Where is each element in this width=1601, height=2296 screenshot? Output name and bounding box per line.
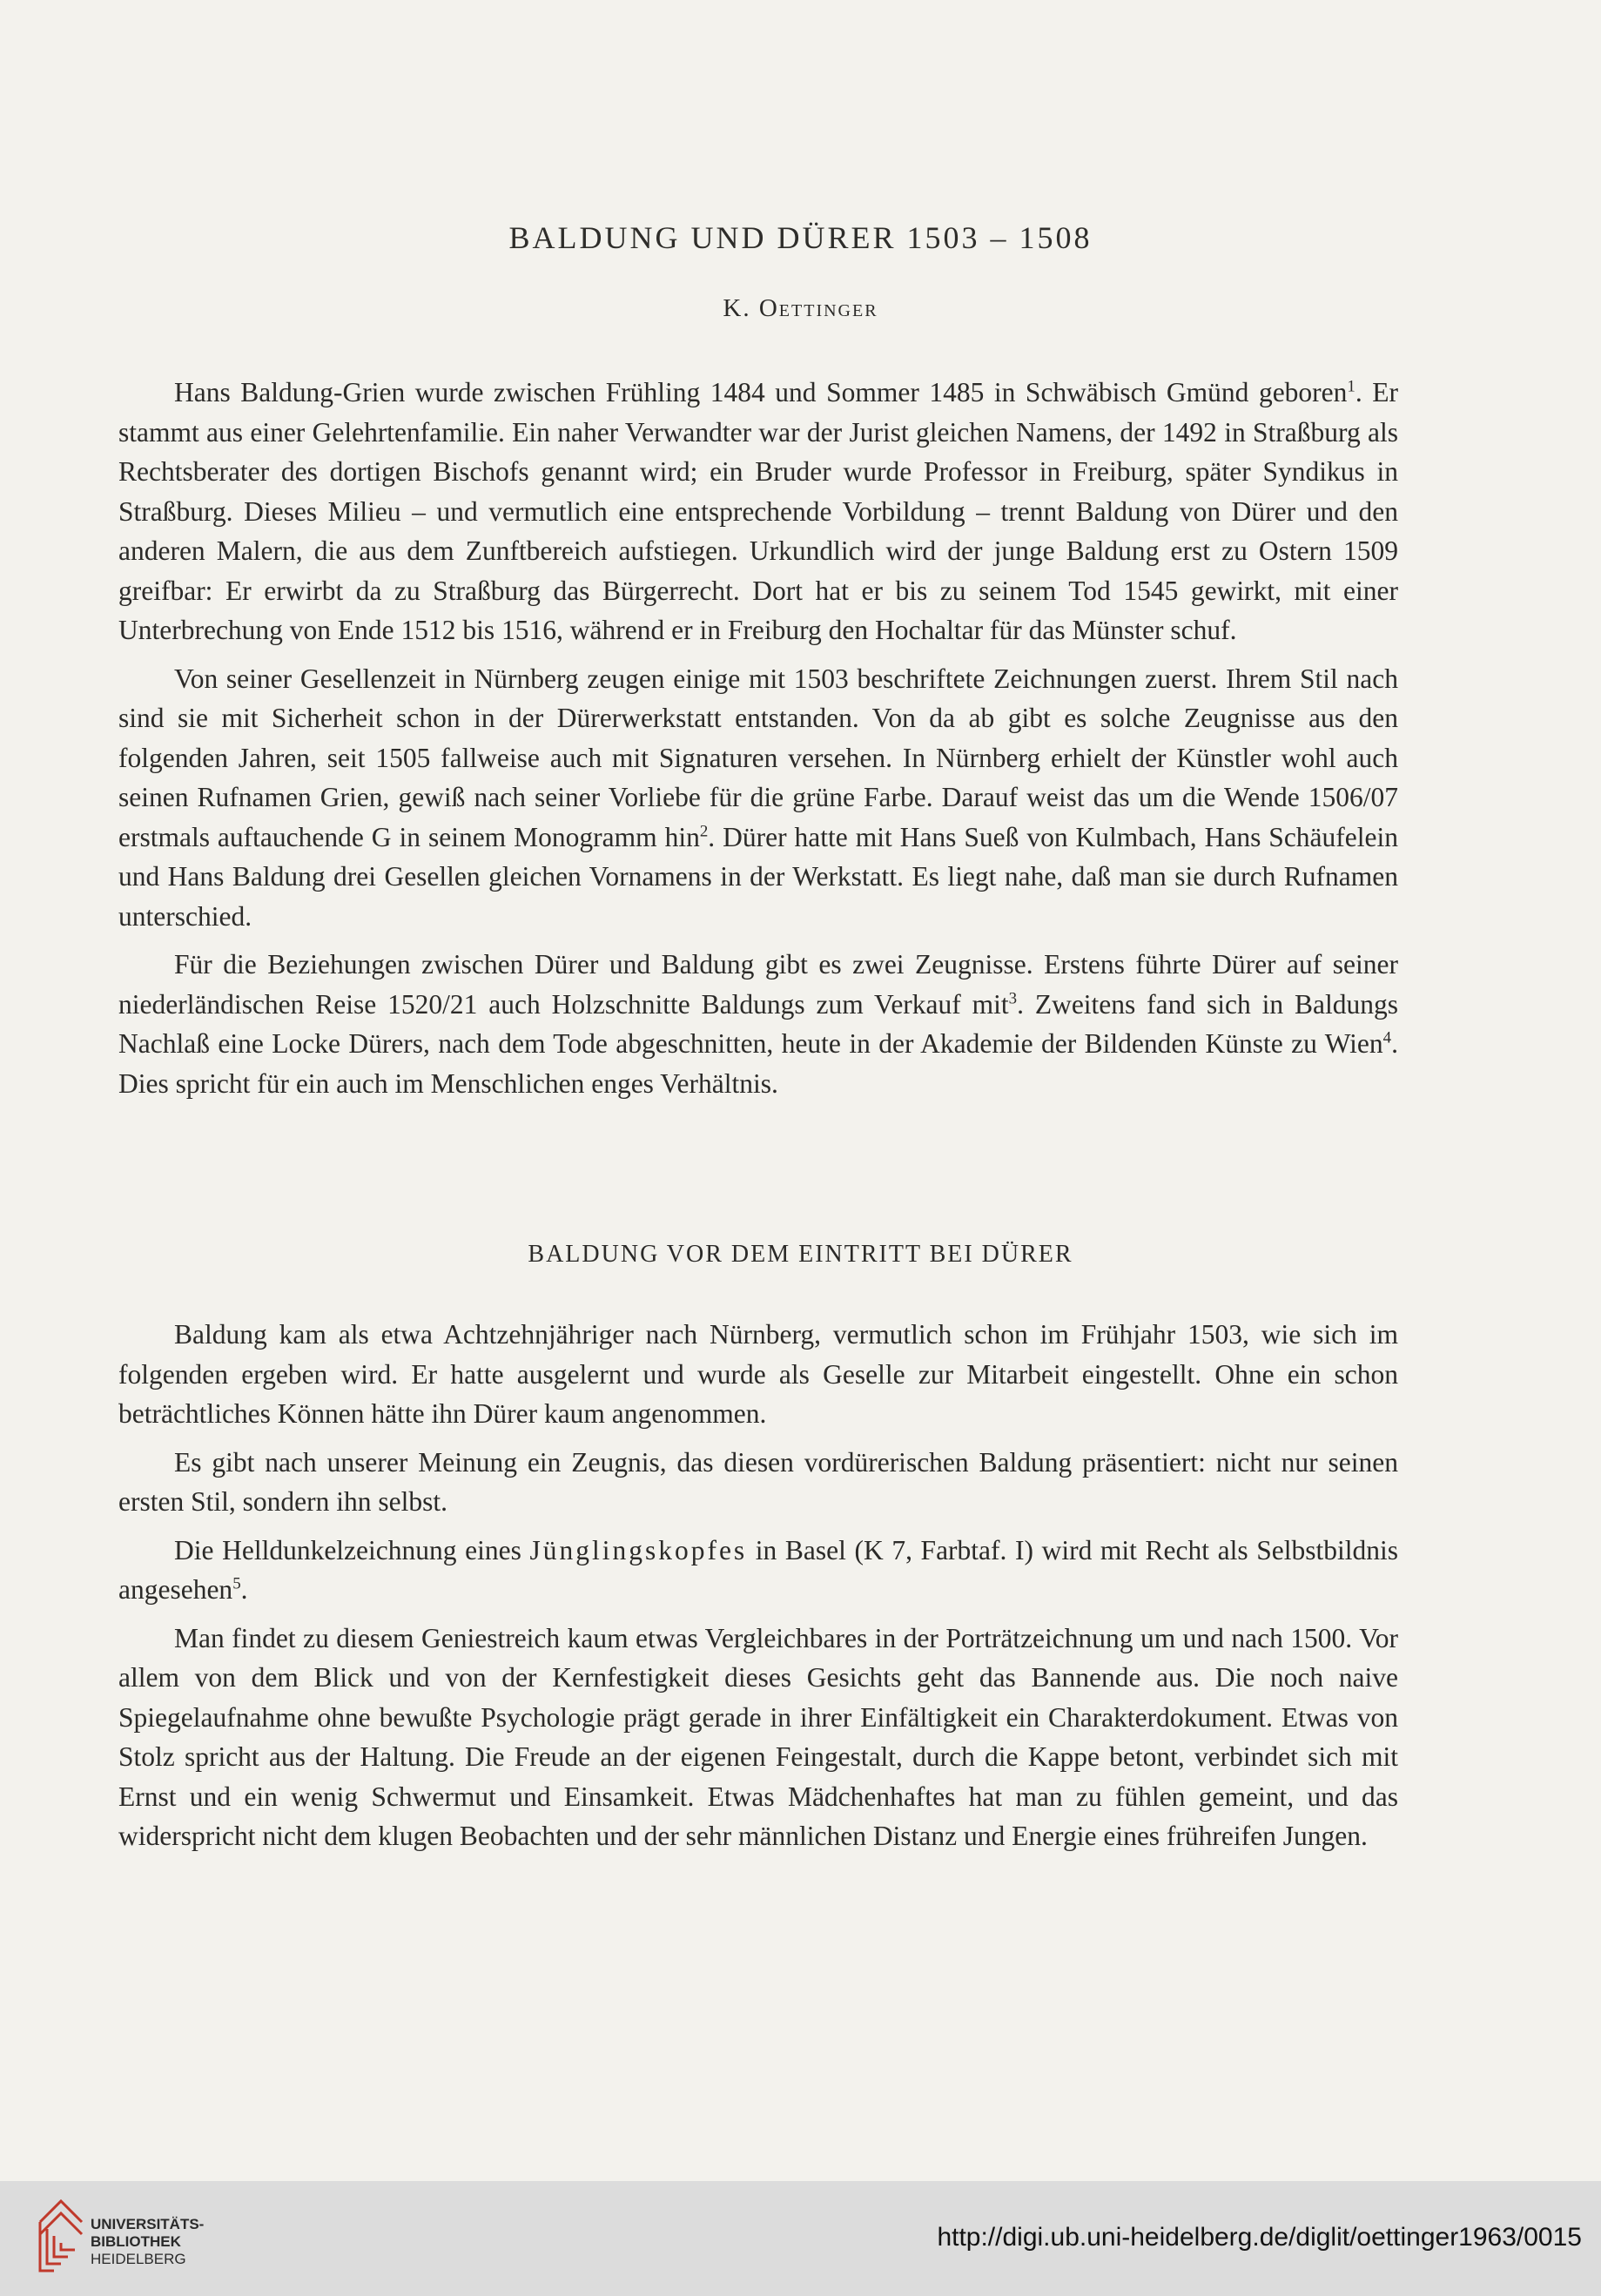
logo-line-3: HEIDELBERG xyxy=(91,2251,186,2267)
paragraph-4: Baldung kam als etwa Achtzehnjähriger nach Nürnberg, vermutlich schon im Frühjahr 1503, wie sich im folgenden ergeben wird. Er hatte ausgelernt und wurde als Geselle zur Mitarbeit eingestellt. Ohne ein schon beträchtliches Können hätte ihn Dürer kaum angenommen. xyxy=(118,1319,1398,1429)
section-two-body xyxy=(118,1315,1398,1856)
logo-mark-icon xyxy=(35,2196,87,2279)
paragraph-7: Man findet zu diesem Geniestreich kaum etwas Vergleichbares in der Porträtzeichnung um und nach 1500. Vor allem von dem Blick und von der Kernfestigkeit dieses Gesichts geht das Bannende aus. Die noch naive Spiegelaufnahme ohne bewußte Psychologie prägt gerade in ihrer Einfältigkeit ein Charakterdokument. Etwas von Stolz spricht aus der Haltung. Die Freude an der eigenen Feingestalt, durch die Kappe betont, verbindet sich mit Ernst und ein wenig Schwermut und Einsamkeit. Etwas Mädchenhaftes hat man zu fühlen gemeint, und das widerspricht nicht dem klugen Beobachten und der sehr männlichen Distanz und Energie eines frühreifen Jungen. xyxy=(118,1622,1398,1851)
logo-text xyxy=(91,2216,204,2268)
footnote-ref-2[interactable]: 2 xyxy=(699,822,709,841)
paragraph-2: Von seiner Gesellenzeit in Nürnberg zeugen einige mit 1503 beschriftete Zeichnungen zuerst. Ihrem Stil nach sind sie mit Sicherheit schon in der Dürerwerkstatt entstanden. Von da ab gibt es solche Zeugnisse aus den folgenden Jahren, seit 1505 fallweise auch mit Signaturen versehen. In Nürnberg erhielt der Künstler wohl auch seinen Rufnamen Grien, gewiß nach seiner Vorliebe für die grüne Farbe. Darauf weist das um die Wende 1506/07 erstmals auftauchende G in seinem Monogramm hin$^2$. Dürer hatte mit Hans Sueß von Kulmbach, Hans Schäufelein und Hans Baldung drei Gesellen gleichen Vornamens in der Werkstatt. Es liegt nahe, daß man sie durch Rufnamen unterschied. xyxy=(118,663,1398,932)
footnote-ref-1[interactable]: 1 xyxy=(1347,377,1355,396)
footnote-ref-5[interactable]: 5 xyxy=(232,1574,241,1593)
author-name: K. Oettinger xyxy=(723,294,878,322)
logo-line-1: UNIVERSITÄTS- xyxy=(91,2216,205,2232)
section-one-body xyxy=(118,373,1398,1103)
logo-line-2: BIBLIOTHEK xyxy=(91,2233,181,2250)
paragraph-3: Für die Beziehungen zwischen Dürer und Baldung gibt es zwei Zeugnisse. Erstens führte Dürer auf seiner niederländischen Reise 1520/21 auch Holzschnitte Baldungs zum Verkauf mit$^3$. Zweitens fand sich in Baldungs Nachlaß eine Locke Dürers, nach dem Tode abgeschnitten, heute in der Akademie der Bildenden Künste zu Wien$^4$. Dies spricht für ein auch im Menschlichen enges Verhältnis. xyxy=(118,949,1398,1099)
section-heading: BALDUNG VOR DEM EINTRITT BEI DÜRER xyxy=(528,1241,1073,1268)
source-url-link[interactable]: http://digi.ub.uni-heidelberg.de/diglit/oettinger1963/0015 xyxy=(937,2223,1582,2252)
paragraph-5: Es gibt nach unserer Meinung ein Zeugnis, das diesen vordürerischen Baldung präsentiert: nicht nur seinen ersten Stil, sondern ihn selbst. xyxy=(118,1446,1398,1517)
page-title: BALDUNG UND DÜRER 1503 – 1508 xyxy=(508,220,1093,255)
spaced-emphasis: Jünglingskopfes xyxy=(529,1534,748,1565)
paragraph-6: Die Helldunkelzeichnung eines Jünglingskopfes in Basel (K 7, Farbtaf. I) wird mit Recht als Selbstbildnis angesehen$^5$. xyxy=(118,1534,1398,1605)
footnote-ref-4[interactable]: 4 xyxy=(1382,1028,1392,1047)
footnote-ref-3[interactable]: 3 xyxy=(1008,989,1018,1008)
paragraph-1: Hans Baldung-Grien wurde zwischen Frühling 1484 und Sommer 1485 in Schwäbisch Gmünd geboren$^1$. Er stammt aus einer Gelehrtenfamilie. Ein naher Verwandter war der Jurist gleichen Namens, der 1492 in Straßburg als Rechtsberater des dortigen Bischofs genannt wird; ein Bruder wurde Professor in Freiburg, später Syndikus in Straßburg. Dieses Milieu – und vermutlich eine entsprechende Vorbildung – trennt Baldung von Dürer und den anderen Malern, die aus dem Zunftbereich aufstiegen. Urkundlich wird der junge Baldung erst zu Ostern 1509 greifbar: Er erwirbt da zu Straßburg das Bürgerrecht. Dort hat er bis zu seinem Tod 1545 gewirkt, mit einer Unterbrechung von Ende 1512 bis 1516, während er in Freiburg den Hochaltar für das Münster schuf. xyxy=(118,377,1398,645)
